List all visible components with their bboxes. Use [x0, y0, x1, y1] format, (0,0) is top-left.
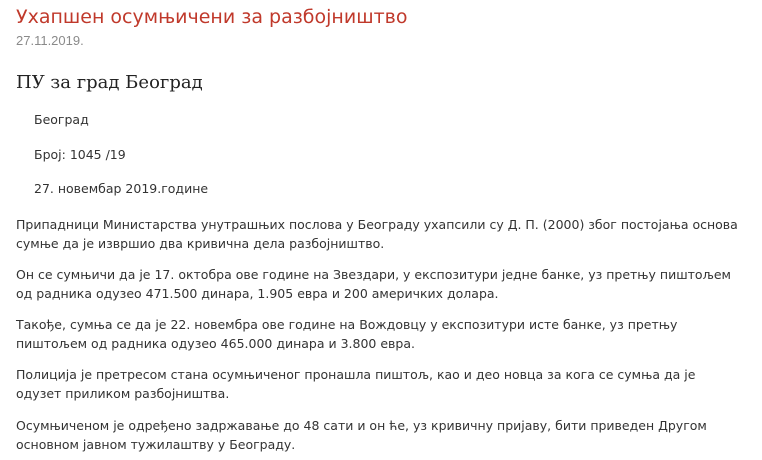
release-city: Београд — [34, 112, 89, 127]
paragraph-search: Полиција је претресом стана осумњиченог пронашла пиштољ, као и део новца за кога се сумња да је одузет приликом разбојништва. — [16, 367, 696, 401]
article-title: Ухапшен осумњичени за разбојништво — [16, 6, 408, 28]
article-date: 27.11.2019. — [16, 33, 84, 48]
release-date: 27. новембар 2019.године — [34, 181, 209, 196]
paragraph-arrest: Припадници Министарства унутрашњих послова у Београду ухапсили су Д. П. (2000) због постојања основа сумње да је извршио два кривична дела разбојништво. — [16, 217, 738, 251]
police-department-heading: ПУ за град Београд — [16, 72, 203, 93]
release-number: Број: 1045 /19 — [34, 147, 126, 162]
paragraph-detention: Осумњиченом је одређено задржавање до 48 сати и он ће, уз кривичну пријаву, бити приведен Другом основном јавном тужилаштву у Београду. — [16, 418, 707, 452]
paragraph-first-robbery: Он се сумњичи да је 17. октобра ове године на Звездари, у експозитури једне банке, уз претњу пиштољем од радника одузео 471.500 динара, 1.905 евра и 200 америчких долара. — [16, 267, 731, 301]
paragraph-second-robbery: Такође, сумња се да је 22. новембра ове године на Вождовцу у експозитури исте банке, уз претњу пиштољем од радника одузео 465.000 динара и 3.800 евра. — [16, 317, 678, 351]
